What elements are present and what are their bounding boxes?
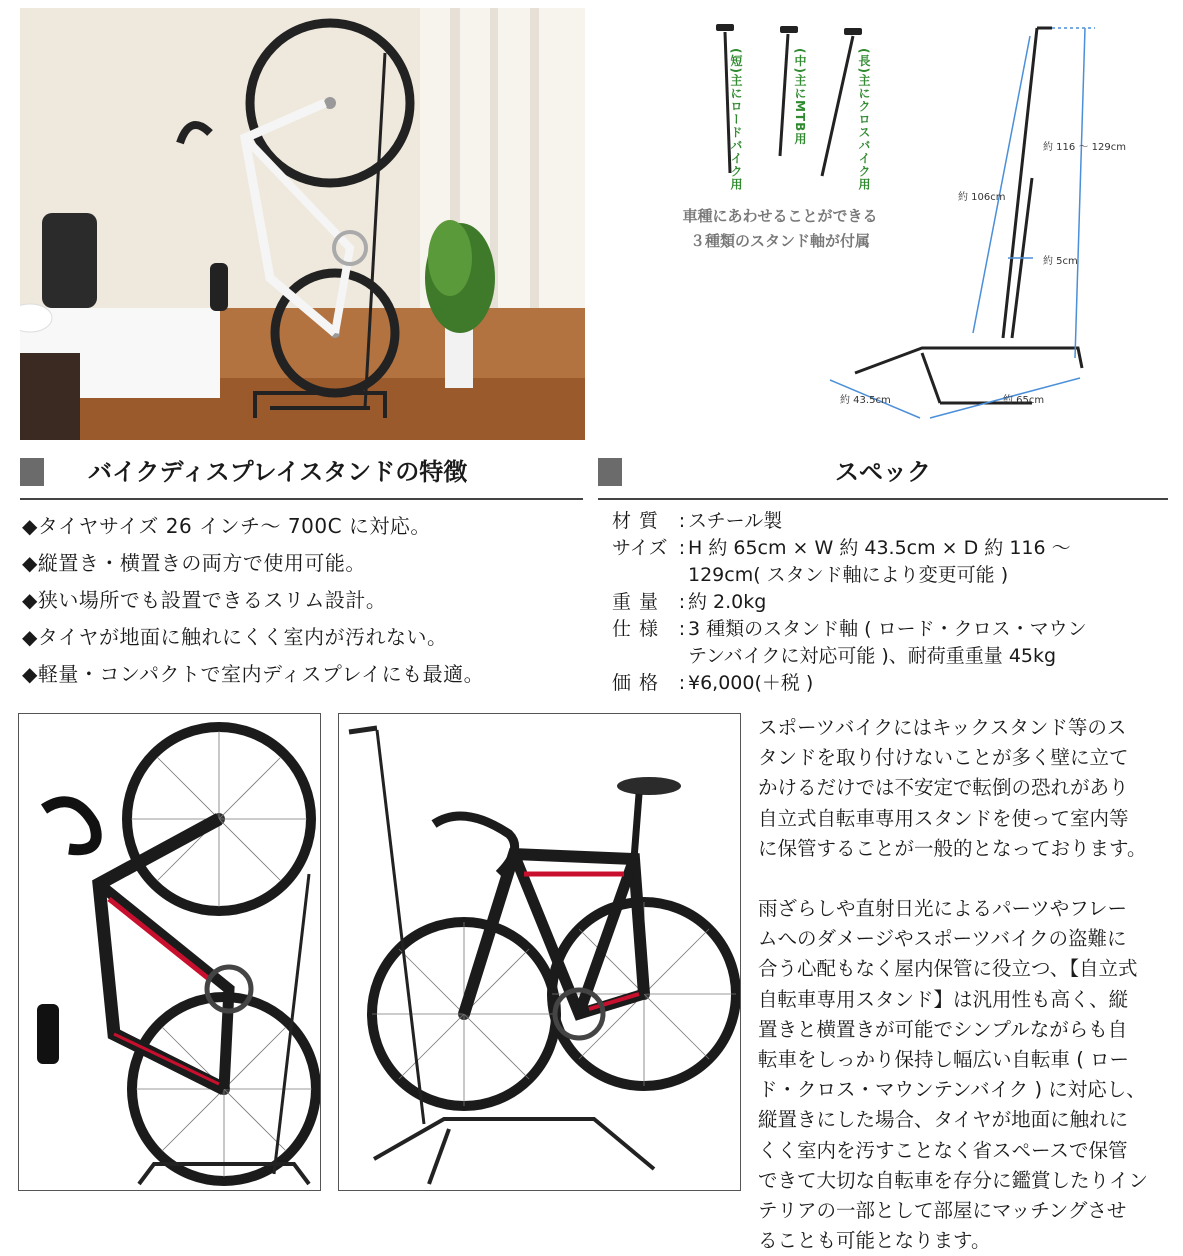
specs-title: スペック — [835, 458, 931, 486]
horizontal-storage-photo — [338, 713, 741, 1191]
caption-line-2: ３種類のスタンド軸が付属 — [689, 232, 870, 250]
description-paragraph-2: 雨ざらしや直射日光によるパーツやフレー ムへのダメージやスポーツバイクの盗難に 合う心配もなく屋内保管に役立つ、【自立式 自転車専用スタンド】は汎用性も高く、縦 置きと横置きが可能でシンプルながらも自 転車をしっかり保持し幅広い自転車 ( ロー ド・クロス・マウンテンバイク ) に対応し、 縦置きにした場合、タイヤが地面に触れに くく室内を汚すことなく省スペースで保管 できて大切な自転車を存分に鑑賞したりイン テリアの一部として部屋にマッチングさせ ることも可能となります。 — [758, 897, 1149, 1253]
spec-row-material: 材質 : スチール製 — [612, 508, 1172, 535]
feature-item: ◆軽量・コンパクトで室内ディスプレイにも最適。 — [22, 662, 485, 686]
header-marker — [20, 458, 44, 486]
spec-value: 約 2.0kg — [688, 591, 767, 613]
features-title: バイクディスプレイスタンドの特徴 — [88, 458, 468, 486]
room-photo — [20, 8, 585, 440]
tag-road-bike: (短)主にロードバイク用 — [729, 48, 743, 191]
dim-total-height: 約 116 〜 129cm — [1043, 142, 1126, 153]
dim-depth: 約 43.5cm — [840, 395, 891, 406]
dimension-diagram — [640, 8, 1175, 438]
caption-line-1: 車種にあわせることができる — [682, 207, 878, 225]
feature-item: ◆タイヤサイズ 26 インチ〜 700C に対応。 — [22, 514, 431, 538]
dim-inner-height: 約 106cm — [958, 192, 1006, 203]
spec-row-size: サイズ : H 約 65cm × W 約 43.5cm × D 約 116 〜 — [612, 535, 1172, 562]
description-paragraph-1: スポーツバイクにはキックスタンド等のス タンドを取り付けないことが多く壁に立て かけるだけでは不安定で転倒の恐れがあり 自立式自転車専用スタンドを使って室内等 に保管することが一般的となっております。 — [758, 716, 1147, 860]
tag-mtb: (中)主にMTB用 — [793, 48, 807, 146]
features-header — [20, 458, 583, 500]
spec-label: 価格 — [612, 672, 667, 694]
spec-label: 重量 — [612, 591, 667, 613]
spec-value-cont: テンバイクに対応可能 )、耐荷重重量 45kg — [688, 645, 1057, 667]
spec-row-weight: 重量 : 約 2.0kg — [612, 589, 1172, 616]
spec-value: H 約 65cm × W 約 43.5cm × D 約 116 〜 — [688, 537, 1071, 559]
spec-table — [612, 508, 1172, 697]
feature-list — [22, 508, 592, 693]
specs-header — [598, 458, 1168, 500]
dim-gap: 約 5cm — [1043, 256, 1078, 267]
tag-cross-bike: (長)主にクロスバイク用 — [857, 48, 871, 191]
spec-row-spec: 仕様 : 3 種類のスタンド軸 ( ロード・クロス・マウン — [612, 616, 1172, 643]
spec-value-cont: 129cm( スタンド軸により変更可能 ) — [688, 564, 1009, 586]
diagram-caption — [660, 204, 900, 254]
spec-label: サイズ — [612, 537, 668, 559]
dim-width: 約 65cm — [1003, 395, 1045, 406]
spec-value: ¥6,000(＋税 ) — [688, 672, 814, 694]
product-description — [758, 713, 1178, 1256]
spec-value: 3 種類のスタンド軸 ( ロード・クロス・マウン — [688, 618, 1087, 640]
feature-item: ◆タイヤが地面に触れにくく室内が汚れない。 — [22, 625, 448, 649]
feature-item: ◆縦置き・横置きの両方で使用可能。 — [22, 551, 366, 575]
vertical-storage-photo — [18, 713, 321, 1191]
spec-value: スチール製 — [688, 510, 783, 532]
spec-row-price: 価格 : ¥6,000(＋税 ) — [612, 670, 1172, 697]
feature-item: ◆狭い場所でも設置できるスリム設計。 — [22, 588, 387, 612]
spec-label: 材質 — [612, 510, 667, 532]
spec-label: 仕様 — [612, 618, 667, 640]
